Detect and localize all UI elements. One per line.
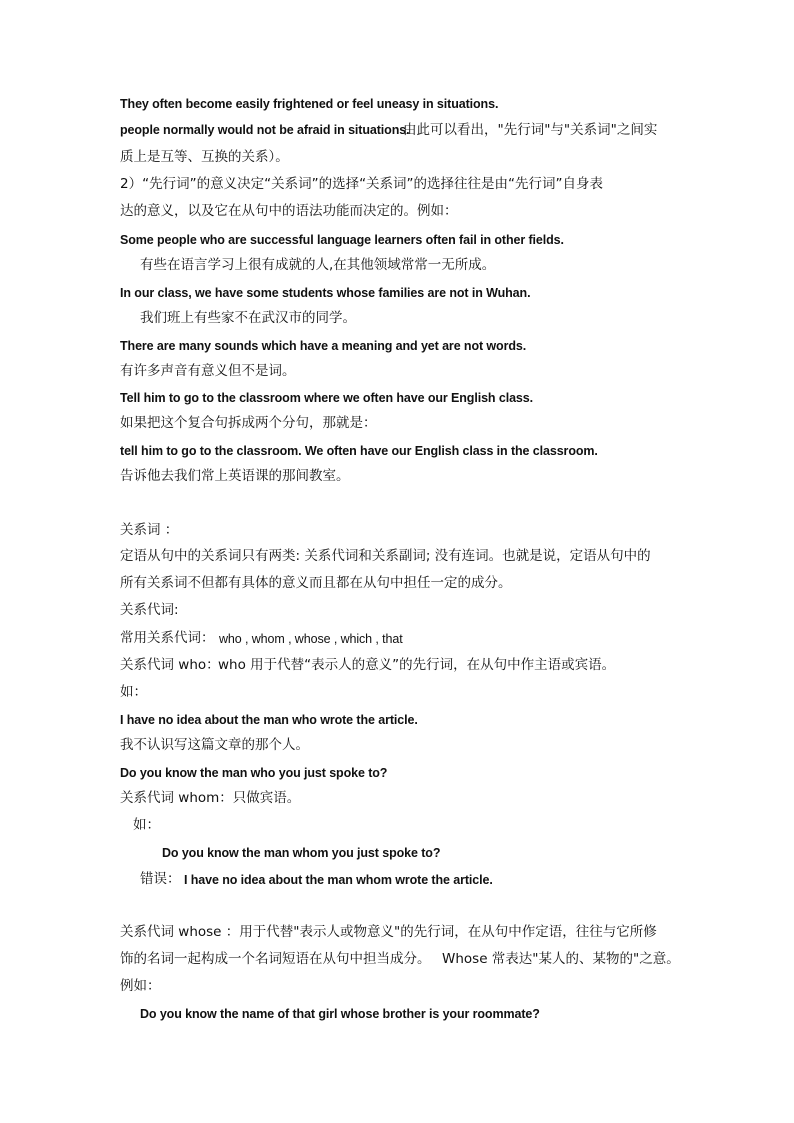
explanation-text: 关系代词 whom：只做宾语。 [120, 790, 301, 806]
explanation-text: 关系代词 whose ：用于代替"表示人或物意义"的先行词，在从句中作定语，往往与它所修 [120, 924, 657, 940]
explanation-text: 饰的名词一起构成一个名词短语在从句中担当成分。 [120, 951, 431, 967]
example-sentence: Do you know the man who you just spoke to? [120, 766, 388, 780]
example-sentence: In our class, we have some students whose families are not in Wuhan. [120, 286, 531, 300]
explanation-text: 关系代词 who： [120, 657, 220, 673]
example-sentence: There are many sounds which have a meaning and yet are not words. [120, 339, 527, 353]
translation-text: 我不认识写这篇文章的那个人。 [120, 737, 309, 753]
translation-text: 告诉他去我们常上英语课的那间教室。 [120, 468, 350, 484]
example-sentence: Do you know the name of that girl whose brother is your roommate? [140, 1007, 540, 1021]
translation-text: 我们班上有些家不在武汉市的同学。 [140, 310, 356, 326]
example-sentence: They often become easily frightened or feel uneasy in situations. [120, 97, 499, 111]
example-sentence: Do you know the man whom you just spoke to? [162, 846, 441, 860]
example-sentence: Tell him to go to the classroom where we often have our English class. [120, 391, 533, 405]
example-sentence: Some people who are successful language learners often fail in other fields. [120, 233, 564, 247]
translation-text: 有许多声音有意义但不是词。 [120, 363, 296, 379]
pronoun-list: who , whom , whose , which , that [219, 632, 403, 646]
explanation-text: 定语从句中的关系词只有两类: 关系代词和关系副词; 没有连词。也就是说，定语从句中的 [120, 548, 651, 564]
section-heading: 关系词 ： [120, 522, 179, 538]
explanation-text: 如果把这个复合句拆成两个分句，那就是： [120, 415, 377, 431]
explanation-text: 由此可以看出，"先行词"与"关系词"之间实 [403, 122, 658, 138]
explanation-text: 错误： [140, 871, 181, 887]
translation-text: 有些在语言学习上很有成就的人,在其他领域常常一无所成。 [140, 257, 496, 273]
example-sentence: tell him to go to the classroom. We often have our English class in the classroom. [120, 444, 598, 458]
explanation-text: 如： [133, 817, 160, 833]
explanation-text: who 用于代替“表示人的意义”的先行词，在从句中作主语或宾语。 [218, 657, 616, 673]
explanation-text: 常用关系代词： [120, 630, 215, 646]
explanation-text: 质上是互等、互换的关系）。 [120, 149, 289, 165]
section-heading: 关系代词: [120, 602, 179, 618]
example-sentence: I have no idea about the man who wrote the article. [120, 713, 418, 727]
explanation-text: 所有关系词不但都有具体的意义而且都在从句中担任一定的成分。 [120, 575, 512, 591]
explanation-text: 达的意义，以及它在从句中的语法功能而决定的。例如： [120, 203, 458, 219]
explanation-text: 如： [120, 684, 147, 700]
explanation-text: Whose 常表达"某人的、某物的"之意。 [442, 951, 680, 967]
explanation-text: 例如： [120, 978, 161, 994]
rule-heading: 2）“先行词”的意义决定“关系词”的选择“关系词”的选择往往是由“先行词”自身表 [120, 176, 604, 192]
example-sentence: I have no idea about the man whom wrote the article. [184, 873, 493, 887]
example-sentence: people normally would not be afraid in situations. [120, 123, 410, 137]
